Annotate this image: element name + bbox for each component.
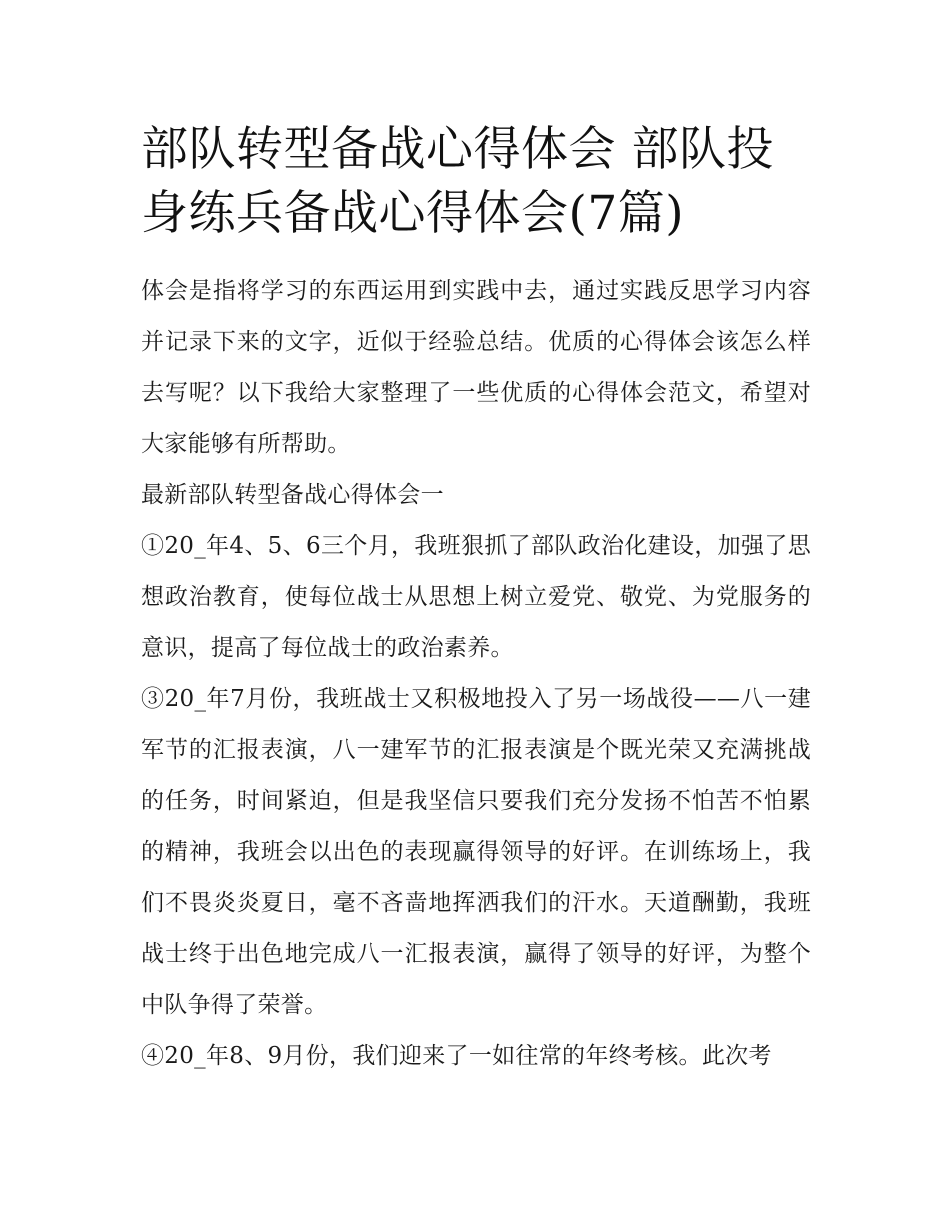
document-content xyxy=(141,118,811,1082)
body-paragraph: ③20_年7月份，我班战士又积极地投入了另一场战役——八一建军节的汇报表演，八一建军节的汇报表演是个既光荣又充满挑战的任务，时间紧迫，但是我坚信只要我们充分发扬不怕苦不怕累的精神，我班会以出色的表现赢得领导的好评。在训练场上，我们不畏炎炎夏日，毫不吝啬地挥洒我们的汗水。天道酬勤，我班战士终于出色地完成八一汇报表演，赢得了领导的好评，为整个中队争得了荣誉。 xyxy=(141,686,811,1018)
intro-paragraph: 体会是指将学习的东西运用到实践中去，通过实践反思学习内容并记录下来的文字，近似于经验总结。优质的心得体会该怎么样去写呢？以下我给大家整理了一些优质的心得体会范文，希望对大家能够有所帮助。 xyxy=(141,278,811,457)
document-title: 部队转型备战心得体会 部队投身练兵备战心得体会(7篇) xyxy=(141,122,774,241)
section-heading: 最新部队转型备战心得体会一 xyxy=(141,482,444,508)
document-body xyxy=(141,266,811,1082)
body-paragraph: ①20_年4、5、6三个月，我班狠抓了部队政治化建设，加强了思想政治教育，使每位战士从思想上树立爱党、敬党、为党服务的意识，提高了每位战士的政治素养。 xyxy=(141,533,811,661)
body-paragraph: ④20_年8、9月份，我们迎来了一如往常的年终考核。此次考 xyxy=(141,1043,772,1069)
